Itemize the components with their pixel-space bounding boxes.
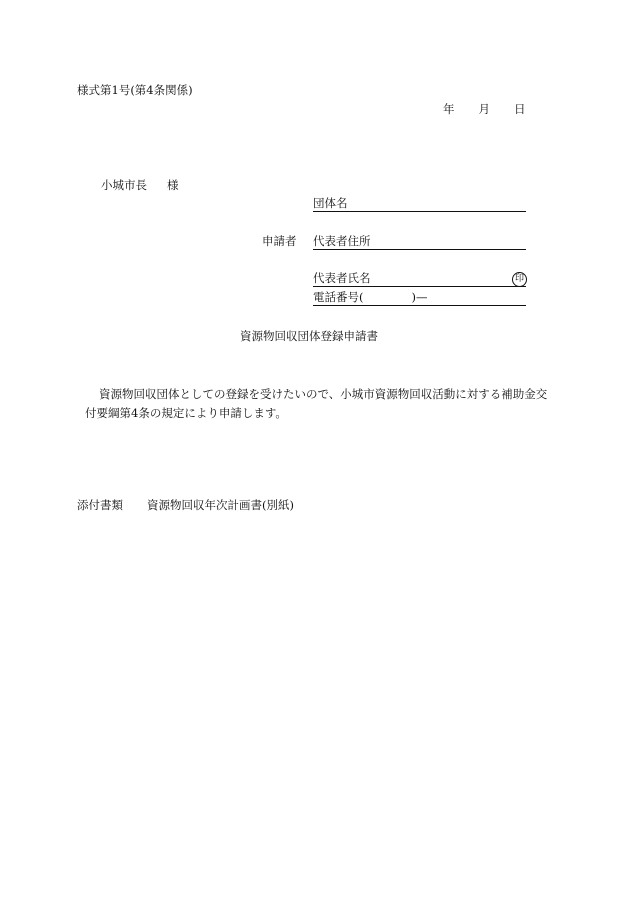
attachments-item: 資源物回収年次計画書(別紙): [147, 498, 294, 512]
seal-mark: 印: [512, 272, 527, 287]
date-line: [443, 104, 526, 116]
representative-address-field[interactable]: [313, 236, 526, 250]
organization-name-field[interactable]: [313, 198, 526, 212]
application-body-text: 資源物回収団体としての登録を受けたいので、小城市資源物回収活動に対する補助金交付要綱第4条の規定により申請します。: [85, 387, 548, 420]
attachments-line: [77, 500, 294, 512]
representative-name-field[interactable]: [313, 273, 526, 287]
addressee-honorific: 様: [167, 178, 179, 192]
phone-number-close: )—: [411, 290, 428, 304]
document-title: 資源物回収団体登録申請書: [240, 329, 378, 343]
applicant-label: 申請者: [262, 234, 297, 248]
phone-number-label: 電話番号(: [313, 290, 364, 304]
date-day: 日: [514, 102, 526, 116]
addressee: [101, 180, 179, 192]
date-year: 年: [443, 102, 455, 116]
addressee-name: 小城市長: [101, 178, 147, 192]
date-month: 月: [478, 102, 490, 116]
representative-address-label: 代表者住所: [313, 234, 371, 248]
representative-name-label: 代表者氏名: [313, 271, 371, 285]
organization-name-label: 団体名: [313, 196, 348, 210]
form-number: 様式第1号(第4条関係): [77, 83, 193, 97]
attachments-label: 添付書類: [77, 498, 123, 512]
phone-number-field[interactable]: [313, 292, 526, 306]
